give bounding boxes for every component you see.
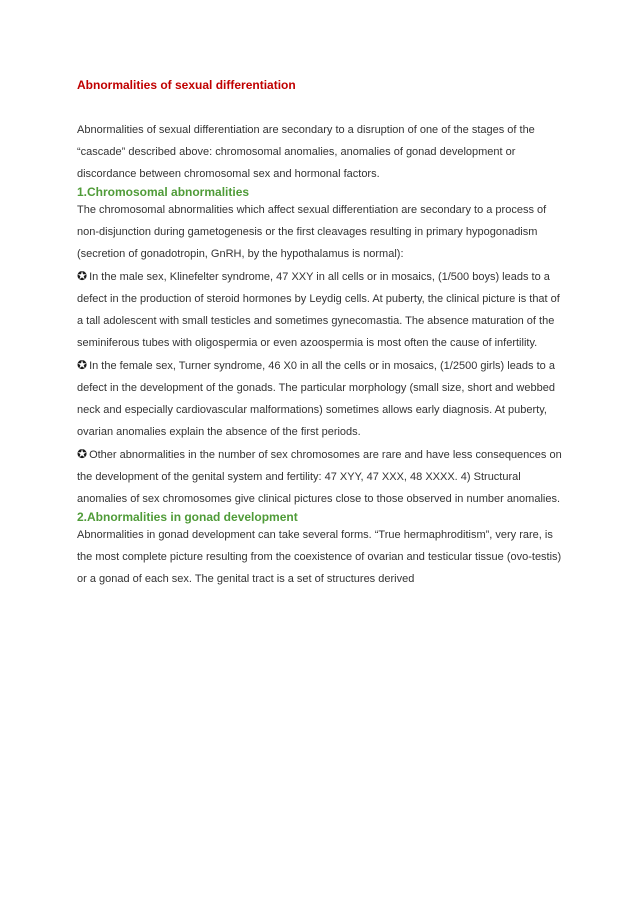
page-title: Abnormalities of sexual differentiation — [77, 78, 296, 92]
circled-star-bullet-icon: ✪ — [77, 358, 88, 372]
bullet-paragraph-female-sex — [77, 354, 567, 443]
section-1-lead-paragraph: The chromosomal abnormalities which affect sexual differentiation are secondary to a process of non-disjunction during gametogenesis or the first cleavages resulting in primary hypogonadism (secretion of gonadotropin, GnRH, by the hypothalamus is normal): — [77, 204, 547, 260]
bullet-text: In the male sex, Klinefelter syndrome, 47 XXY in all cells or in mosaics, (1/500 boys) leads to a defect in the production of steroid hormones by Leydig cells. At puberty, the clinical picture is that of a tall adolescent with small testicles and sometimes gynecomastia. The absence maturation of the seminiferous tubes with oligospermia or even azoospermia is most often the cause of infertility. — [77, 271, 560, 349]
section-2-lead-paragraph: Abnormalities in gonad development can take several forms. “True hermaphroditism”, very rare, is the most complete picture resulting from the coexistence of ovarian and testicular tissue (ovo-testis) or a gonad of each sex. The genital tract is a set of structures derived — [77, 529, 562, 585]
document-content — [77, 78, 567, 590]
circled-star-bullet-icon: ✪ — [77, 269, 88, 283]
bullet-paragraph-other-abnormalities — [77, 443, 567, 510]
bullet-paragraph-male-sex — [77, 265, 567, 354]
bullet-text: In the female sex, Turner syndrome, 46 X0 in all the cells or in mosaics, (1/2500 girls) leads to a defect in the development of the gonads. The particular morphology (small size, short and webbed neck and especially cardiovascular malformations) sometimes allows early diagnosis. At puberty, ovarian anomalies explain the absence of the first periods. — [77, 360, 555, 438]
section-heading-gonad-development: 2.Abnormalities in gonad development — [77, 510, 298, 524]
intro-paragraph: Abnormalities of sexual differentiation are secondary to a disruption of one of the stages of the “cascade” described above: chromosomal anomalies, anomalies of gonad development or discordance between chromosomal sex and hormonal factors. — [77, 124, 535, 180]
section-heading-chromosomal-abnormalities: 1.Chromosomal abnormalities — [77, 185, 250, 199]
circled-star-bullet-icon: ✪ — [77, 447, 88, 461]
bullet-text: Other abnormalities in the number of sex chromosomes are rare and have less consequences on the development of the genital system and fertility: 47 XYY, 47 XXX, 48 XXXX. 4) Structural anomalies of sex chromosomes give clinical pictures close to those observed in number anomalies. — [77, 449, 562, 505]
